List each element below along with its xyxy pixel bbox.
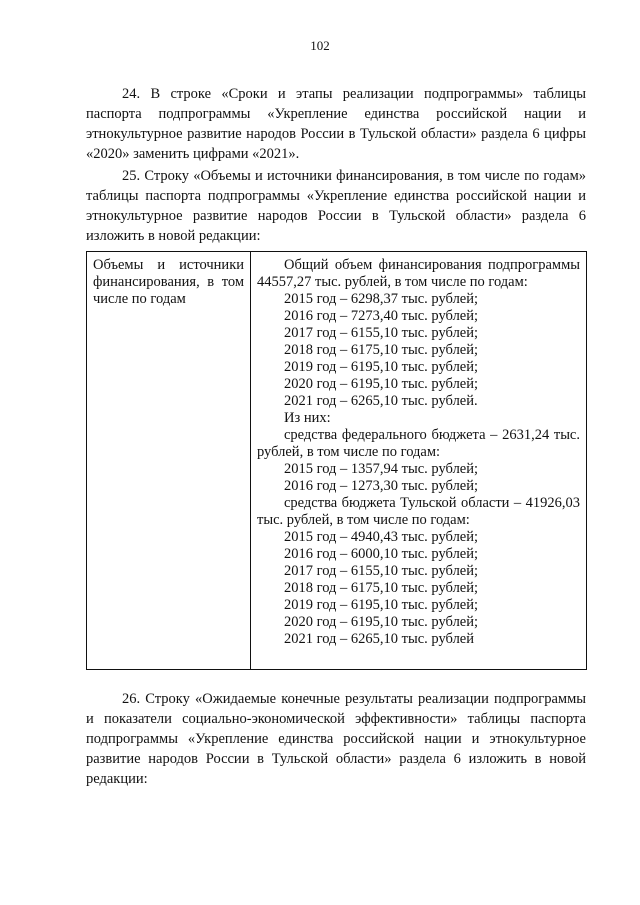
total-year-2017: 2017 год – 6155,10 тыс. рублей; xyxy=(284,325,479,341)
table-right-cell xyxy=(251,252,586,669)
regional-year-2021: 2021 год – 6265,10 тыс. рублей xyxy=(284,631,475,647)
federal-year-2016: 2016 год – 1273,30 тыс. рублей; xyxy=(284,478,479,494)
paragraph-25: 25. Строку «Объемы и источники финансирования, в том числе по годам» таблицы паспорта подпрограммы «Укрепление единства российской нации и этнокультурное развитие народов России в Тульской области» раздела 6 изложить в новой редакции: xyxy=(86,168,586,244)
regional-year-2016: 2016 год – 6000,10 тыс. рублей; xyxy=(284,546,479,562)
regional-year-2018: 2018 год – 6175,10 тыс. рублей; xyxy=(284,580,479,596)
regional-year-2015: 2015 год – 4940,43 тыс. рублей; xyxy=(284,529,479,545)
paragraph-26: 26. Строку «Ожидаемые конечные результаты реализации подпрограммы и показатели социально-экономической эффективности» таблицы паспорта подпрограммы «Укрепление единства российской нации и этнокультурное развитие народов России в Тульской области» раздела 6 изложить в новой редакции: xyxy=(86,691,586,787)
total-year-2021: 2021 год – 6265,10 тыс. рублей. xyxy=(284,393,478,409)
page-number: 102 xyxy=(310,38,330,53)
federal-year-2015: 2015 год – 1357,94 тыс. рублей; xyxy=(284,461,479,477)
total-year-2019: 2019 год – 6195,10 тыс. рублей; xyxy=(284,359,479,375)
federal-budget-text: средства федерального бюджета – 2631,24 тыс. рублей, в том числе по годам: xyxy=(257,427,580,460)
financing-table xyxy=(86,251,587,670)
regional-budget-text: средства бюджета Тульской области – 41926,03 тыс. рублей, в том числе по годам: xyxy=(257,495,580,528)
of-them-label: Из них: xyxy=(284,410,331,426)
regional-year-2020: 2020 год – 6195,10 тыс. рублей; xyxy=(284,614,479,630)
total-year-2015: 2015 год – 6298,37 тыс. рублей; xyxy=(284,291,479,307)
paragraph-24: 24. В строке «Сроки и этапы реализации подпрограммы» таблицы паспорта подпрограммы «Укрепление единства российской нации и этнокультурное развитие народов России в Тульской области» раздела 6 цифры «2020» заменить цифрами «2021». xyxy=(86,86,586,162)
regional-year-2019: 2019 год – 6195,10 тыс. рублей; xyxy=(284,597,479,613)
total-year-2016: 2016 год – 7273,40 тыс. рублей; xyxy=(284,308,479,324)
regional-year-2017: 2017 год – 6155,10 тыс. рублей; xyxy=(284,563,479,579)
total-financing-text: Общий объем финансирования подпрограммы 44557,27 тыс. рублей, в том числе по годам: xyxy=(257,257,580,290)
total-year-2020: 2020 год – 6195,10 тыс. рублей; xyxy=(284,376,479,392)
table-left-cell: Объемы и источники финансирования, в том числе по годам xyxy=(87,252,251,669)
total-year-2018: 2018 год – 6175,10 тыс. рублей; xyxy=(284,342,479,358)
